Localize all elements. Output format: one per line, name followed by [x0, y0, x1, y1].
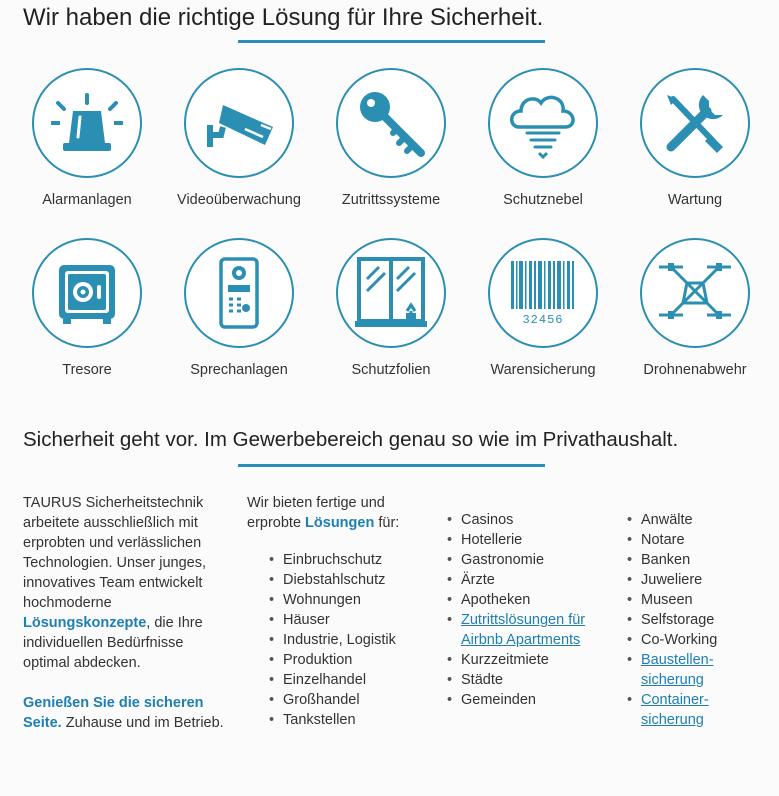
list-item: • Juweliere — [627, 570, 767, 590]
offer-column — [247, 493, 427, 730]
safe-icon — [49, 255, 125, 331]
intro-paragraph: TAURUS Sicherheitstechnik arbeitete ausschließlich mit erprobten und verlässlichen Technologien. Unser junges, innovatives Team entwickelt hochmoderne Lösungskonzepte, die Ihre individuellen Bedürfnisse optimal abdecken. — [23, 495, 206, 671]
tile-label: Schutzfolien — [351, 362, 431, 378]
list-item: • Selfstorage — [627, 610, 767, 630]
list-item: • Industrie, Logistik — [269, 630, 427, 650]
tile-label: Videoüberwachung — [177, 192, 301, 208]
list-item: • Gastronomie — [447, 550, 607, 570]
professions-column — [627, 510, 767, 730]
tile-label: Drohnenabwehr — [643, 362, 747, 378]
list-link[interactable]: Container-sicherung — [641, 692, 709, 728]
offer-list — [247, 550, 427, 730]
list-item: • Städte — [447, 670, 607, 690]
key-icon — [353, 85, 429, 161]
list-item: • Einbruchschutz — [269, 550, 427, 570]
list-item: • Kurzzeitmiete — [447, 650, 607, 670]
list-item: • Casinos — [447, 510, 607, 530]
tile-alarmanlagen[interactable] — [12, 68, 162, 210]
loesungskonzepte-link[interactable]: Lösungskonzepte — [23, 615, 147, 631]
list-link[interactable]: Baustellen-sicherung — [641, 652, 714, 688]
wrench-screwdriver-icon — [657, 85, 733, 161]
intro-column — [23, 493, 228, 733]
tile-sprechanlagen[interactable] — [164, 238, 314, 380]
industries-list — [447, 510, 607, 710]
list-item: • Gemeinden — [447, 690, 607, 710]
tile-label: Schutznebel — [503, 192, 583, 208]
tile-schutznebel[interactable] — [468, 68, 618, 210]
list-item: • Banken — [627, 550, 767, 570]
list-item[interactable] — [627, 690, 767, 730]
closing-paragraph: Genießen Sie die sicheren Seite. Zuhause und im Betrieb. — [23, 695, 224, 731]
tile-zutrittssysteme[interactable] — [316, 68, 466, 210]
list-item: • Apotheken — [447, 590, 607, 610]
tile-tresore[interactable] — [12, 238, 162, 380]
list-item: • Notare — [627, 530, 767, 550]
siren-icon — [49, 85, 125, 161]
page-title: Wir haben die richtige Lösung für Ihre Sicherheit. — [23, 4, 544, 31]
barcode-icon — [505, 255, 581, 331]
list-item: • Häuser — [269, 610, 427, 630]
tile-wartung[interactable] — [620, 68, 770, 210]
tile-label: Sprechanlagen — [190, 362, 288, 378]
tile-label: Zutrittssysteme — [341, 192, 441, 208]
list-item: • Museen — [627, 590, 767, 610]
list-item: • Großhandel — [269, 690, 427, 710]
list-item: • Diebstahlschutz — [269, 570, 427, 590]
list-item: • Anwälte — [627, 510, 767, 530]
tile-label: Warensicherung — [490, 362, 596, 378]
drone-icon — [657, 255, 733, 331]
offer-intro: Wir bieten fertige und erprobte Lösungen für: — [247, 495, 400, 531]
list-item: • Hotellerie — [447, 530, 607, 550]
window-film-icon — [353, 255, 429, 331]
professions-list — [627, 510, 767, 730]
barcode-number: 32456 — [522, 313, 564, 327]
tile-label: Tresore — [62, 362, 112, 378]
tile-videoueberwachung[interactable] — [164, 68, 314, 210]
intercom-icon — [201, 255, 277, 331]
list-item: • Co-Working — [627, 630, 767, 650]
list-item[interactable] — [627, 650, 767, 690]
section-underline — [238, 464, 545, 467]
fog-cloud-icon — [505, 85, 581, 161]
list-item: • Einzelhandel — [269, 670, 427, 690]
tile-drohnenabwehr[interactable] — [620, 238, 770, 380]
title-underline — [238, 40, 545, 43]
list-item: • Tankstellen — [269, 710, 427, 730]
list-item[interactable] — [447, 610, 607, 650]
list-item: • Wohnungen — [269, 590, 427, 610]
list-item: • Produktion — [269, 650, 427, 670]
tile-label: Wartung — [667, 192, 723, 208]
tile-label: Alarmanlagen — [42, 192, 132, 208]
list-link[interactable]: Zutrittslösungen für Airbnb Apartments — [461, 612, 586, 648]
tile-schutzfolien[interactable] — [316, 238, 466, 380]
section-heading: Sicherheit geht vor. Im Gewerbebereich genau so wie im Privathaushalt. — [23, 428, 679, 451]
industries-column — [447, 510, 607, 710]
tile-warensicherung[interactable] — [468, 238, 618, 380]
security-camera-icon — [201, 85, 277, 161]
list-item: • Ärzte — [447, 570, 607, 590]
